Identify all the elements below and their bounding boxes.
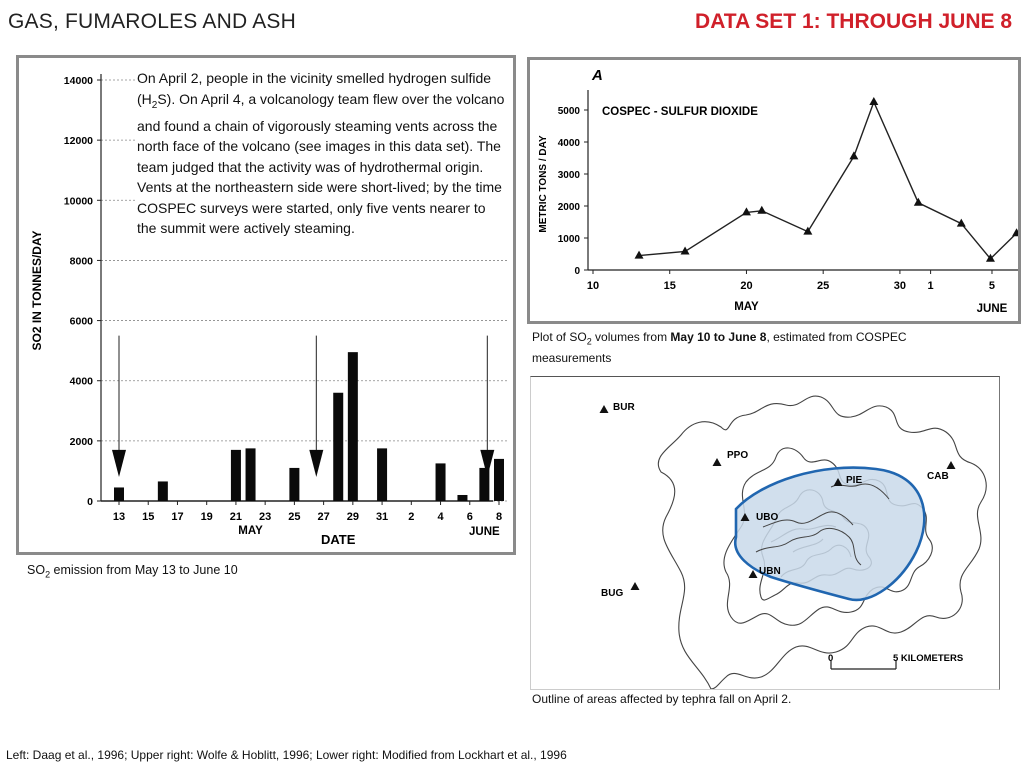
map-caption: Outline of areas affected by tephra fall on April 2.: [532, 692, 792, 706]
station-label: CAB: [927, 471, 949, 482]
x-tick-label: 25: [288, 511, 301, 523]
station-label: UBO: [756, 512, 779, 523]
x-tick-label: 27: [317, 511, 330, 523]
series-line: [639, 102, 1016, 259]
scale-bar: [828, 653, 963, 669]
data-point: [869, 97, 878, 105]
x-tick-label: 6: [466, 511, 473, 523]
data-point: [681, 246, 690, 254]
x-tick-label: 5: [988, 280, 996, 292]
month-label-june: JUNE: [469, 526, 500, 538]
line-chart-panel: [527, 57, 1021, 324]
page-title: GAS, FUMAROLES AND ASH: [8, 10, 296, 33]
x-tick-label: 1: [927, 280, 934, 292]
x-tick-label: 4: [437, 511, 444, 523]
bar-chart-caption: $SO_2$ emission from May 13 to June 10: [27, 563, 238, 580]
y-tick-label: 8000: [69, 255, 93, 268]
series-label: COSPEC - SULFUR DIOXIDE: [602, 106, 758, 118]
scale-start-label: 0: [828, 653, 834, 664]
x-axis-title-may: MAY: [734, 301, 759, 313]
y-tick-label: 6000: [69, 315, 93, 328]
arrow-head: [112, 450, 126, 477]
x-tick-label: 15: [142, 511, 155, 523]
data-point: [635, 251, 644, 259]
bar: [348, 352, 358, 501]
note-text-2: S). On April 4, a volcanology team flew over the volcano and found a chain of vigorously steaming vents across the north face of the volcano (see images in this data set). The team judged that the activity was of hydrothermal origin. Vents at the northeastern side were short-lived; by the time COSPEC surveys were started, only five vents nearer to the summit were actively steaming.: [137, 90, 505, 237]
station-label: PIE: [846, 475, 863, 486]
x-tick-label: 20: [740, 280, 753, 292]
x-tick-label: 23: [259, 511, 272, 523]
bar: [246, 448, 256, 501]
y-tick-label: 0: [87, 496, 93, 508]
scale-km-label: 5 KILOMETERS: [893, 653, 964, 664]
y-tick-label: 12000: [63, 135, 93, 148]
y-tick-label: 2000: [557, 202, 580, 213]
x-tick-label: 17: [171, 511, 184, 523]
x-tick-label: 2: [408, 511, 415, 523]
station-marker: [713, 458, 722, 466]
x-axis-title: DATE: [321, 532, 356, 547]
x-axis-title-june: JUNE: [976, 303, 1008, 315]
x-tick-label: 31: [375, 511, 389, 523]
station-marker: [631, 582, 640, 590]
y-tick-label: 1000: [557, 234, 580, 245]
y-tick-label: 4000: [557, 138, 580, 149]
bar: [377, 448, 387, 501]
y-tick-label: 0: [574, 266, 580, 277]
station-marker: [600, 405, 609, 413]
x-tick-label: 10: [586, 280, 600, 292]
dataset-title: DATA SET 1: THROUGH JUNE 8: [695, 10, 1012, 33]
station-label: BUG: [601, 588, 624, 599]
line-chart-caption: Plot of $SO_2$ volumes from May 10 to June 8, estimated from COSPEC measurements: [532, 330, 907, 366]
x-tick-label: 21: [229, 511, 243, 523]
station-label: BUR: [613, 402, 635, 413]
arrow-head: [309, 450, 323, 477]
data-point: [1012, 228, 1018, 236]
bar: [494, 459, 504, 501]
y-tick-label: 5000: [557, 106, 580, 117]
x-tick-label: 25: [817, 280, 830, 292]
y-tick-label: 4000: [69, 375, 93, 388]
y-tick-label: 10000: [63, 195, 93, 208]
x-tick-label: 8: [495, 511, 503, 523]
y-axis-title: METRIC TONS / DAY: [538, 135, 549, 233]
cospec-line-chart: [530, 60, 1018, 321]
x-tick-label: 29: [346, 511, 359, 523]
bar: [333, 393, 343, 501]
source-footer: Left: Daag et al., 1996; Upper right: Wolfe & Hoblitt, 1996; Lower right: Modified from Lockhart et al., 1996: [6, 748, 567, 762]
y-tick-label: 14000: [63, 75, 93, 87]
x-tick-label: 15: [663, 280, 676, 292]
hydrogen-sulfide-note: [137, 68, 507, 239]
bar: [436, 463, 446, 501]
panel-label: A: [592, 67, 603, 84]
y-tick-label: 2000: [69, 435, 93, 448]
map-drawing: [531, 377, 999, 689]
station-label: UBN: [759, 566, 781, 577]
tephra-fall-area: [735, 468, 924, 600]
note-text-1: On April 2, people in the vicinity smelled hydrogen sulfide (H: [137, 70, 492, 107]
x-tick-label: 30: [893, 280, 907, 292]
y-tick-label: 3000: [557, 170, 580, 181]
x-tick-label: 13: [112, 511, 126, 523]
bar: [457, 495, 467, 501]
data-point: [849, 151, 858, 159]
data-point: [914, 198, 923, 206]
station-marker: [947, 461, 956, 469]
station-label: PPO: [727, 450, 749, 461]
bar: [289, 468, 299, 501]
bar: [158, 481, 168, 501]
bar: [231, 450, 241, 501]
bar: [114, 487, 124, 501]
x-tick-label: 19: [200, 511, 213, 523]
tephra-map: [530, 376, 1000, 690]
y-axis-title: SO2 IN TONNES/DAY: [30, 230, 44, 351]
month-label-may: MAY: [238, 525, 263, 537]
data-point: [757, 206, 766, 214]
note-sub: 2: [151, 99, 158, 111]
